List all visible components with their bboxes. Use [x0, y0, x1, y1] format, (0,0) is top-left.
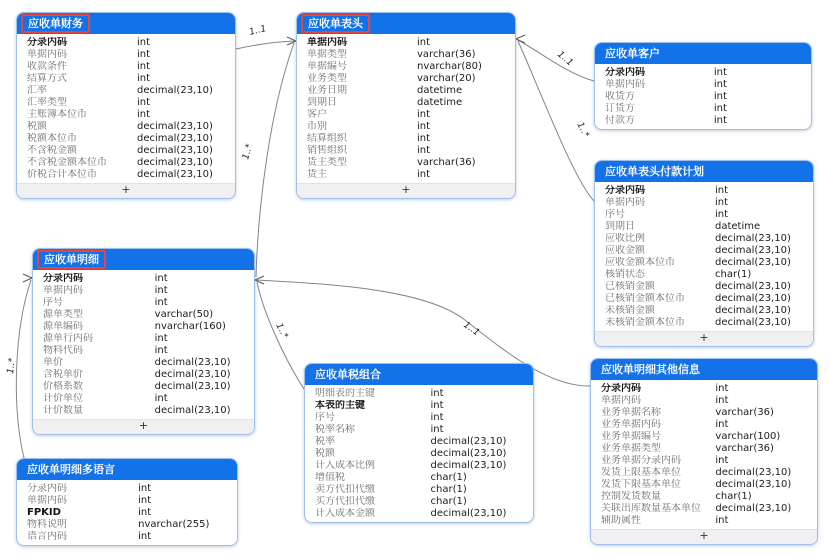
- field-name: 计入成本比例: [315, 460, 375, 471]
- field-type: int: [715, 419, 729, 430]
- field-name: 收货方: [605, 91, 635, 102]
- table-row[interactable]: [17, 157, 235, 169]
- field-type: nvarchar(255): [138, 519, 210, 530]
- table-title-bar[interactable]: [591, 359, 817, 380]
- table-field-list: [595, 182, 813, 331]
- field-type: int: [417, 133, 431, 144]
- table-row[interactable]: [591, 407, 817, 419]
- field-name: 业务单据内码: [601, 419, 661, 430]
- table-row[interactable]: [595, 305, 813, 317]
- field-type: decimal(23,10): [715, 257, 791, 268]
- field-type: nvarchar(80): [417, 61, 482, 72]
- field-type: int: [138, 483, 152, 494]
- field-type: int: [715, 197, 729, 208]
- field-name: 增值税: [315, 472, 345, 483]
- table-row[interactable]: [595, 67, 811, 79]
- field-name: 计价单位: [43, 393, 83, 404]
- field-name: 结算组织: [307, 133, 347, 144]
- field-name: 业务单据编号: [601, 431, 661, 442]
- add-field-button[interactable]: +: [595, 331, 813, 346]
- table-field-list: [305, 385, 533, 522]
- relation-cardinality-label: 1..1: [461, 320, 482, 339]
- table-row[interactable]: [17, 495, 237, 507]
- table-row[interactable]: [17, 109, 235, 121]
- table-row[interactable]: [591, 443, 817, 455]
- field-name: 货主类型: [307, 157, 347, 168]
- table-row[interactable]: [17, 73, 235, 85]
- field-name: 业务单据名称: [601, 407, 661, 418]
- table-field-list: [17, 34, 235, 183]
- field-type: int: [137, 109, 151, 120]
- table-row[interactable]: [305, 424, 533, 436]
- field-name: 计价数量: [43, 405, 83, 416]
- field-name: 源单编码: [43, 321, 83, 332]
- table-row[interactable]: [17, 37, 235, 49]
- table-row[interactable]: [591, 383, 817, 395]
- field-type: int: [154, 345, 168, 356]
- field-type: int: [137, 61, 151, 72]
- field-type: decimal(23,10): [430, 460, 507, 471]
- field-type: varchar(36): [715, 443, 774, 454]
- table-row[interactable]: [591, 431, 817, 443]
- table-row[interactable]: [33, 345, 254, 357]
- field-type: decimal(23,10): [715, 293, 791, 304]
- table-title-bar[interactable]: [595, 161, 813, 182]
- field-name: 收款条件: [27, 61, 67, 72]
- table-title-bar[interactable]: [33, 249, 254, 270]
- table-ar-payment-plan[interactable]: [594, 160, 814, 347]
- field-type: int: [713, 115, 727, 126]
- field-type: int: [715, 515, 729, 526]
- field-name: 税额本位币: [27, 133, 77, 144]
- field-type: int: [154, 285, 168, 296]
- table-row[interactable]: [591, 455, 817, 467]
- field-name: 到期日: [605, 221, 635, 232]
- field-type: varchar(36): [417, 157, 476, 168]
- table-row[interactable]: [305, 508, 533, 520]
- field-type: int: [715, 209, 729, 220]
- field-name: 单据内码: [605, 79, 645, 90]
- field-type: nvarchar(160): [154, 321, 226, 332]
- field-type: int: [713, 103, 727, 114]
- field-name: 单据内码: [605, 197, 645, 208]
- field-type: int: [713, 91, 727, 102]
- field-name: 单据内码: [601, 395, 641, 406]
- field-name: 订货方: [605, 103, 635, 114]
- table-row[interactable]: [595, 233, 813, 245]
- field-type: decimal(23,10): [430, 508, 507, 519]
- field-type: char(1): [715, 491, 752, 502]
- table-ar-customer[interactable]: [594, 42, 812, 130]
- table-row[interactable]: [591, 491, 817, 503]
- field-type: int: [430, 424, 444, 435]
- field-type: int: [154, 393, 168, 404]
- field-name: 不含税金额本位币: [27, 157, 107, 168]
- table-title: 应收单税组合: [315, 368, 381, 381]
- table-title-bar[interactable]: [305, 364, 533, 385]
- field-type: int: [715, 185, 729, 196]
- table-ar-detail[interactable]: [32, 248, 255, 435]
- table-row[interactable]: [17, 507, 237, 519]
- field-name: 序号: [315, 412, 335, 423]
- field-type: datetime: [417, 97, 463, 108]
- field-type: int: [715, 455, 729, 466]
- field-type: int: [417, 169, 431, 180]
- field-name: 已核销金额本位币: [605, 293, 685, 304]
- field-name: 单据内码: [27, 495, 67, 506]
- field-name: 序号: [43, 297, 63, 308]
- field-type: int: [715, 383, 729, 394]
- field-type: int: [138, 531, 152, 542]
- field-name: 业务单据类型: [601, 443, 661, 454]
- table-row[interactable]: [595, 257, 813, 269]
- field-name: 单价: [43, 357, 63, 368]
- field-type: char(1): [430, 496, 467, 507]
- relation-cardinality-label: 1..*: [6, 357, 18, 375]
- field-type: varchar(36): [417, 49, 476, 60]
- table-row[interactable]: [33, 285, 254, 297]
- field-name: 分录内码: [27, 483, 67, 494]
- add-field-button[interactable]: +: [17, 183, 235, 198]
- table-row[interactable]: [591, 419, 817, 431]
- table-row[interactable]: [33, 273, 254, 285]
- field-type: decimal(23,10): [137, 157, 213, 168]
- field-type: decimal(23,10): [154, 381, 231, 392]
- table-row[interactable]: [305, 400, 533, 412]
- field-name: 源单类型: [43, 309, 83, 320]
- field-name: 应收金额本位币: [605, 257, 675, 268]
- field-type: int: [430, 412, 444, 423]
- table-row[interactable]: [33, 405, 254, 417]
- table-row[interactable]: [297, 73, 515, 85]
- field-name: 控制发货数量: [601, 491, 661, 502]
- field-type: varchar(36): [715, 407, 774, 418]
- table-row[interactable]: [305, 448, 533, 460]
- table-row[interactable]: [595, 245, 813, 257]
- field-name: 分录内码: [605, 185, 645, 196]
- table-row[interactable]: [595, 209, 813, 221]
- field-name: 客户: [307, 109, 327, 120]
- add-field-button[interactable]: +: [33, 419, 254, 434]
- field-name: 业务日期: [307, 85, 347, 96]
- field-type: varchar(20): [417, 73, 476, 84]
- field-type: char(1): [715, 269, 752, 280]
- table-row[interactable]: [595, 197, 813, 209]
- field-name: 未核销金额: [605, 305, 655, 316]
- table-row[interactable]: [17, 483, 237, 495]
- field-name: 价税合计本位币: [27, 169, 97, 180]
- field-type: decimal(23,10): [715, 467, 792, 478]
- table-row[interactable]: [595, 293, 813, 305]
- table-row[interactable]: [591, 395, 817, 407]
- field-type: int: [430, 388, 444, 399]
- field-name: 业务类型: [307, 73, 347, 84]
- table-row[interactable]: [305, 496, 533, 508]
- field-type: decimal(23,10): [715, 479, 792, 490]
- table-row[interactable]: [595, 79, 811, 91]
- field-type: int: [417, 121, 431, 132]
- field-name: 分录内码: [43, 273, 83, 284]
- field-type: varchar(100): [715, 431, 781, 442]
- table-row[interactable]: [17, 519, 237, 531]
- table-title-bar[interactable]: [17, 459, 237, 480]
- field-type: int: [417, 145, 431, 156]
- table-title-bar[interactable]: [297, 13, 515, 34]
- table-row[interactable]: [305, 460, 533, 472]
- table-row[interactable]: [305, 388, 533, 400]
- field-name: FPKID: [27, 507, 61, 518]
- field-type: decimal(23,10): [154, 369, 231, 380]
- field-name: 税率名称: [315, 424, 355, 435]
- table-row[interactable]: [595, 317, 813, 329]
- field-name: 明细表的主键: [315, 388, 375, 399]
- table-row[interactable]: [297, 133, 515, 145]
- relation-cardinality-label: 1..*: [273, 321, 290, 341]
- add-field-button[interactable]: +: [591, 529, 817, 544]
- table-row[interactable]: [33, 309, 254, 321]
- table-title-highlighted: 应收单表头: [301, 14, 370, 33]
- relation-cardinality-label: 1..1: [555, 49, 575, 69]
- field-type: int: [154, 273, 168, 284]
- field-name: 应收比例: [605, 233, 645, 244]
- table-row[interactable]: [17, 145, 235, 157]
- field-name: 发货下限基本单位: [601, 479, 681, 490]
- field-name: 到期日: [307, 97, 337, 108]
- field-name: 汇率: [27, 85, 47, 96]
- field-name: 辅助属性: [601, 515, 641, 526]
- field-type: decimal(23,10): [137, 145, 213, 156]
- field-name: 单据内码: [27, 49, 67, 60]
- field-name: 业务单据分录内码: [601, 455, 681, 466]
- table-row[interactable]: [591, 515, 817, 527]
- field-name: 物料说明: [27, 519, 67, 530]
- relation-cardinality-label: 1..*: [574, 120, 591, 140]
- relation-cardinality-label: 1..1: [248, 24, 268, 38]
- table-row[interactable]: [595, 281, 813, 293]
- table-row[interactable]: [595, 103, 811, 115]
- field-type: int: [417, 37, 431, 48]
- table-row[interactable]: [297, 37, 515, 49]
- relation-cardinality-label: 1..*: [241, 142, 256, 161]
- table-field-list: [591, 380, 817, 529]
- table-row[interactable]: [297, 109, 515, 121]
- field-name: 物料代码: [43, 345, 83, 356]
- table-row[interactable]: [17, 97, 235, 109]
- field-name: 分录内码: [605, 67, 645, 78]
- table-row[interactable]: [297, 61, 515, 73]
- field-type: decimal(23,10): [715, 503, 792, 514]
- table-row[interactable]: [595, 269, 813, 281]
- table-title-highlighted: 应收单明细: [37, 250, 106, 269]
- table-field-list: [17, 480, 237, 545]
- field-type: int: [713, 67, 727, 78]
- table-title-bar[interactable]: [595, 43, 811, 64]
- table-row[interactable]: [17, 133, 235, 145]
- table-row[interactable]: [591, 467, 817, 479]
- table-row[interactable]: [33, 333, 254, 345]
- table-title: 应收单表头付款计划: [605, 165, 704, 178]
- table-row[interactable]: [297, 145, 515, 157]
- field-name: 税额: [315, 448, 335, 459]
- field-name: 源单行内码: [43, 333, 93, 344]
- field-type: decimal(23,10): [430, 436, 507, 447]
- field-type: int: [137, 97, 151, 108]
- table-row[interactable]: [17, 169, 235, 181]
- field-name: 单据内码: [43, 285, 83, 296]
- field-type: decimal(23,10): [430, 448, 507, 459]
- field-name: 汇率类型: [27, 97, 67, 108]
- table-row[interactable]: [33, 321, 254, 333]
- field-name: 关联出库数量基本单位: [601, 503, 701, 514]
- field-name: 结算方式: [27, 73, 67, 84]
- field-name: 本表的主键: [315, 400, 365, 411]
- field-type: int: [137, 49, 151, 60]
- field-name: 货主: [307, 169, 327, 180]
- field-name: 分录内码: [27, 37, 67, 48]
- table-field-list: [595, 64, 811, 129]
- field-type: int: [138, 507, 152, 518]
- table-title: 应收单客户: [605, 47, 660, 60]
- table-row[interactable]: [33, 297, 254, 309]
- field-type: decimal(23,10): [154, 357, 231, 368]
- field-type: datetime: [715, 221, 761, 232]
- table-row[interactable]: [595, 185, 813, 197]
- table-row[interactable]: [305, 484, 533, 496]
- table-row[interactable]: [591, 503, 817, 515]
- field-type: int: [137, 37, 151, 48]
- table-row[interactable]: [17, 85, 235, 97]
- table-row[interactable]: [17, 121, 235, 133]
- table-field-list: [297, 34, 515, 183]
- field-type: varchar(50): [154, 309, 214, 320]
- field-name: 币别: [307, 121, 327, 132]
- relation-line[interactable]: [16, 280, 31, 458]
- field-type: char(1): [430, 472, 467, 483]
- relation-line[interactable]: [256, 43, 294, 277]
- field-type: decimal(23,10): [715, 281, 791, 292]
- table-title: 应收单明细多语言: [27, 463, 115, 476]
- field-name: 分录内码: [601, 383, 641, 394]
- field-name: 单据内码: [307, 37, 347, 48]
- table-ar-finance[interactable]: [16, 12, 236, 199]
- field-name: 未核销金额本位币: [605, 317, 685, 328]
- table-row[interactable]: [17, 61, 235, 73]
- table-ar-tax-combo[interactable]: [304, 363, 534, 523]
- field-name: 主账簿本位币: [27, 109, 87, 120]
- table-row[interactable]: [595, 115, 811, 127]
- add-field-button[interactable]: +: [297, 183, 515, 198]
- field-name: 付款方: [605, 115, 635, 126]
- field-name: 税额: [27, 121, 47, 132]
- table-row[interactable]: [17, 531, 237, 543]
- field-name: 卖方代扣代缴: [315, 484, 375, 495]
- field-name: 买方代扣代缴: [315, 496, 375, 507]
- table-row[interactable]: [33, 357, 254, 369]
- table-row[interactable]: [595, 221, 813, 233]
- field-name: 核销状态: [605, 269, 645, 280]
- field-type: int: [154, 333, 168, 344]
- table-row[interactable]: [33, 381, 254, 393]
- field-name: 计入成本金额: [315, 508, 375, 519]
- field-type: int: [417, 109, 431, 120]
- table-title-bar[interactable]: [17, 13, 235, 34]
- field-type: decimal(23,10): [154, 405, 231, 416]
- table-row[interactable]: [33, 393, 254, 405]
- field-name: 应收金额: [605, 245, 645, 256]
- table-row[interactable]: [297, 97, 515, 109]
- table-row[interactable]: [305, 412, 533, 424]
- field-type: decimal(23,10): [137, 121, 213, 132]
- field-type: datetime: [417, 85, 463, 96]
- table-ar-detail-other[interactable]: [590, 358, 818, 545]
- table-row[interactable]: [297, 169, 515, 181]
- field-type: int: [138, 495, 152, 506]
- field-name: 含税单价: [43, 369, 83, 380]
- field-type: decimal(23,10): [715, 245, 791, 256]
- field-type: int: [137, 73, 151, 84]
- relation-line[interactable]: [518, 40, 594, 81]
- field-type: decimal(23,10): [137, 133, 213, 144]
- field-name: 单据编号: [307, 61, 347, 72]
- field-type: decimal(23,10): [137, 85, 213, 96]
- field-name: 序号: [605, 209, 625, 220]
- field-type: int: [713, 79, 727, 90]
- table-row[interactable]: [297, 157, 515, 169]
- table-row[interactable]: [297, 85, 515, 97]
- field-type: int: [154, 297, 168, 308]
- table-row[interactable]: [591, 479, 817, 491]
- field-type: decimal(23,10): [137, 169, 213, 180]
- field-type: decimal(23,10): [715, 305, 791, 316]
- field-type: int: [715, 395, 729, 406]
- table-title-highlighted: 应收单财务: [21, 14, 90, 33]
- field-name: 价格系数: [43, 381, 83, 392]
- table-row[interactable]: [595, 91, 811, 103]
- field-name: 已核销金额: [605, 281, 655, 292]
- field-name: 税率: [315, 436, 335, 447]
- table-title: 应收单明细其他信息: [601, 363, 700, 376]
- field-type: int: [430, 400, 444, 411]
- table-row[interactable]: [33, 369, 254, 381]
- relation-line[interactable]: [236, 41, 294, 49]
- field-type: decimal(23,10): [715, 233, 791, 244]
- table-row[interactable]: [305, 472, 533, 484]
- field-name: 单据类型: [307, 49, 347, 60]
- table-row[interactable]: [297, 49, 515, 61]
- field-type: decimal(23,10): [715, 317, 791, 328]
- table-row[interactable]: [17, 49, 235, 61]
- table-ar-detail-lang[interactable]: [16, 458, 238, 546]
- field-name: 销售组织: [307, 145, 347, 156]
- table-row[interactable]: [305, 436, 533, 448]
- field-name: 不含税金额: [27, 145, 77, 156]
- field-type: char(1): [430, 484, 467, 495]
- field-name: 语言内码: [27, 531, 67, 542]
- field-name: 发货上限基本单位: [601, 467, 681, 478]
- table-ar-header[interactable]: [296, 12, 516, 199]
- table-row[interactable]: [297, 121, 515, 133]
- table-field-list: [33, 270, 254, 419]
